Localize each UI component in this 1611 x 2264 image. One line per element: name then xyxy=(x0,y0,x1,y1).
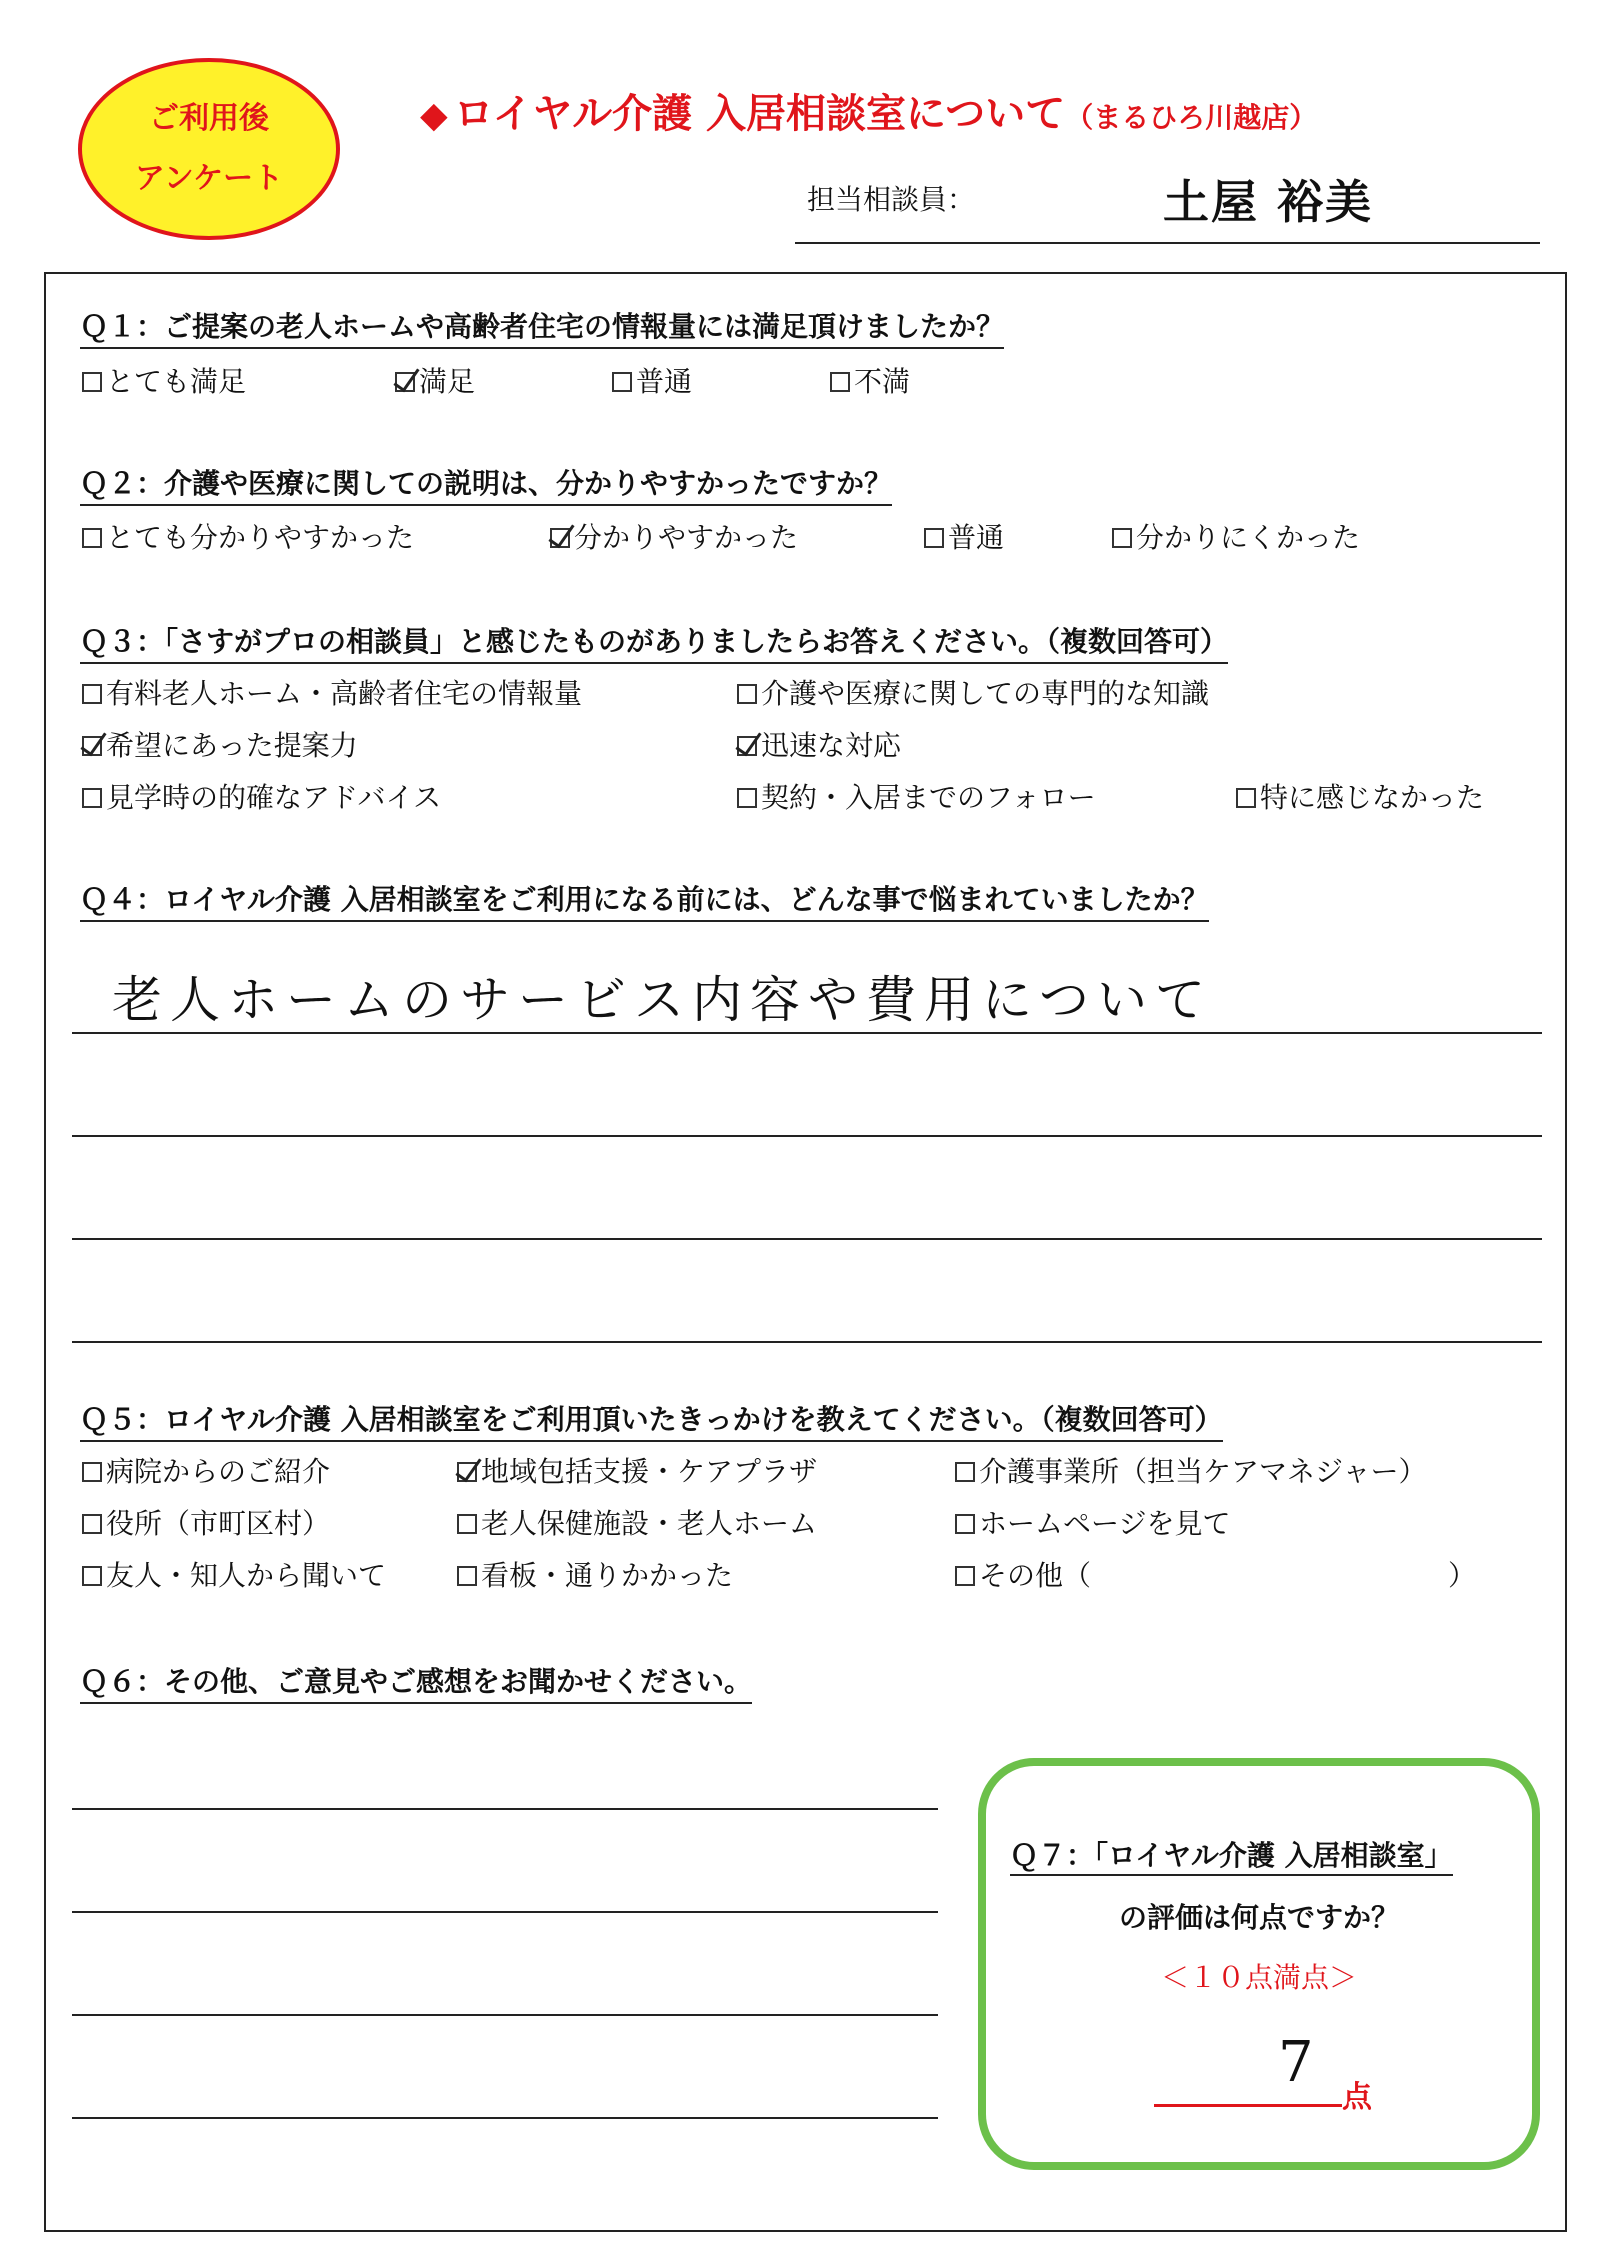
store-name: （まるひろ川越店） xyxy=(1065,101,1318,134)
q2-option-unclear[interactable]: 分かりにくかった xyxy=(1112,516,1360,556)
q1-option-normal[interactable]: 普通 xyxy=(612,360,692,400)
checkbox[interactable] xyxy=(82,1566,102,1586)
q4-handwritten-answer[interactable]: 老人ホームのサービス内容や費用について xyxy=(112,971,1213,1029)
checkbox-checked[interactable] xyxy=(737,736,757,756)
checkbox[interactable] xyxy=(82,528,102,548)
badge-line1: ご利用後 xyxy=(149,101,269,136)
q3-option-tour-advice[interactable]: 見学時の的確なアドバイス xyxy=(82,776,441,816)
answer-line xyxy=(72,1135,1542,1137)
checkbox[interactable] xyxy=(737,788,757,808)
title-text: ロイヤル介護 入居相談室について xyxy=(453,91,1066,137)
q1-option-dissatisfied[interactable]: 不満 xyxy=(830,360,910,400)
q3-option-followup[interactable]: 契約・入居までのフォロー xyxy=(737,776,1096,816)
checkbox[interactable] xyxy=(82,684,102,704)
checkbox[interactable] xyxy=(457,1566,477,1586)
checkbox[interactable] xyxy=(955,1514,975,1534)
checkbox[interactable] xyxy=(924,528,944,548)
q7-question-line1: Ｑ７：「ロイヤル介護 入居相談室」 xyxy=(1010,1834,1453,1876)
checkbox-checked[interactable] xyxy=(457,1462,477,1482)
checkbox[interactable] xyxy=(955,1566,975,1586)
q5-option-other[interactable]: その他（ xyxy=(955,1554,1091,1594)
q4-question: Ｑ４：ロイヤル介護 入居相談室をご利用になる前には、どんな事で悩まれていましたか？ xyxy=(80,878,1209,922)
checkbox-checked[interactable] xyxy=(82,736,102,756)
q5-option-care-office[interactable]: 介護事業所（担当ケアマネジャー） xyxy=(955,1450,1426,1490)
q3-option-info-volume[interactable]: 有料老人ホーム・高齢者住宅の情報量 xyxy=(82,672,582,712)
comment-line xyxy=(72,2117,938,2119)
answer-line xyxy=(72,1032,1542,1034)
q6-question: Ｑ６：その他、ご意見やご感想をお聞かせください。 xyxy=(80,1660,752,1704)
q3-option-proposal[interactable]: 希望にあった提案力 xyxy=(82,724,358,764)
badge-line2: アンケート xyxy=(134,161,284,196)
consultant-field xyxy=(795,172,1540,244)
q5-option-signboard[interactable]: 看板・通りかかった xyxy=(457,1554,733,1594)
checkbox[interactable] xyxy=(82,1462,102,1482)
checkbox[interactable] xyxy=(737,684,757,704)
q1-question: Ｑ１：ご提案の老人ホームや高齢者住宅の情報量には満足頂けましたか？ xyxy=(80,305,1004,349)
q5-question: Ｑ５：ロイヤル介護 入居相談室をご利用頂いたきっかけを教えてください。（複数回答可） xyxy=(80,1398,1223,1442)
comment-line xyxy=(72,1911,938,1913)
q7-scale: ＜１０点満点＞ xyxy=(1160,1961,1357,1994)
q5-option-hospital[interactable]: 病院からのご紹介 xyxy=(82,1450,330,1490)
checkbox[interactable] xyxy=(955,1462,975,1482)
q5-option-health-facility[interactable]: 老人保健施設・老人ホーム xyxy=(457,1502,817,1542)
answer-line xyxy=(72,1341,1542,1343)
q1-option-satisfied[interactable]: 満足 xyxy=(395,360,475,400)
q7-score-unit: 点 xyxy=(1342,2080,1372,2115)
q3-question: Ｑ３：「さすがプロの相談員」と感じたものがありましたらお答えください。（複数回答可） xyxy=(80,620,1228,664)
q7-score[interactable]: 7 xyxy=(1278,2030,1314,2095)
q7-rating-box xyxy=(978,1758,1540,2170)
q5-option-homepage[interactable]: ホームページを見て xyxy=(955,1502,1230,1542)
q5-other-close-paren: ） xyxy=(1448,1559,1477,1592)
q2-option-normal[interactable]: 普通 xyxy=(924,516,1004,556)
diamond-icon: ◆ xyxy=(420,95,448,136)
q3-option-quick-response[interactable]: 迅速な対応 xyxy=(737,724,901,764)
q3-option-none[interactable]: 特に感じなかった xyxy=(1236,776,1484,816)
q2-question: Ｑ２：介護や医療に関しての説明は、分かりやすかったですか？ xyxy=(80,462,892,506)
q7-question-line2: の評価は何点ですか？ xyxy=(1118,1901,1399,1934)
checkbox[interactable] xyxy=(82,788,102,808)
checkbox-checked[interactable] xyxy=(550,528,570,548)
checkbox[interactable] xyxy=(457,1514,477,1534)
page-title xyxy=(420,82,1317,139)
q3-option-expert-knowledge[interactable]: 介護や医療に関しての専門的な知識 xyxy=(737,672,1209,712)
consultant-label: 担当相談員： xyxy=(807,183,976,216)
q5-option-community-center[interactable]: 地域包括支援・ケアプラザ xyxy=(457,1450,817,1490)
checkbox[interactable] xyxy=(612,372,632,392)
checkbox[interactable] xyxy=(1112,528,1132,548)
checkbox[interactable] xyxy=(82,372,102,392)
checkbox[interactable] xyxy=(1236,788,1256,808)
q2-option-very-clear[interactable]: とても分かりやすかった xyxy=(82,516,414,556)
consultant-name: 土屋 裕美 xyxy=(1163,175,1374,229)
q5-option-city-office[interactable]: 役所（市町区村） xyxy=(82,1502,330,1542)
q2-option-clear[interactable]: 分かりやすかった xyxy=(550,516,798,556)
answer-line xyxy=(72,1238,1542,1240)
q5-option-friends[interactable]: 友人・知人から聞いて xyxy=(82,1554,386,1594)
q7-score-underline xyxy=(1154,2104,1342,2107)
checkbox[interactable] xyxy=(830,372,850,392)
q1-option-very-satisfied[interactable]: とても満足 xyxy=(82,360,246,400)
comment-line xyxy=(72,2014,938,2016)
checkbox-checked[interactable] xyxy=(395,372,415,392)
checkbox[interactable] xyxy=(82,1514,102,1534)
comment-line xyxy=(72,1808,938,1810)
survey-badge xyxy=(78,58,340,240)
